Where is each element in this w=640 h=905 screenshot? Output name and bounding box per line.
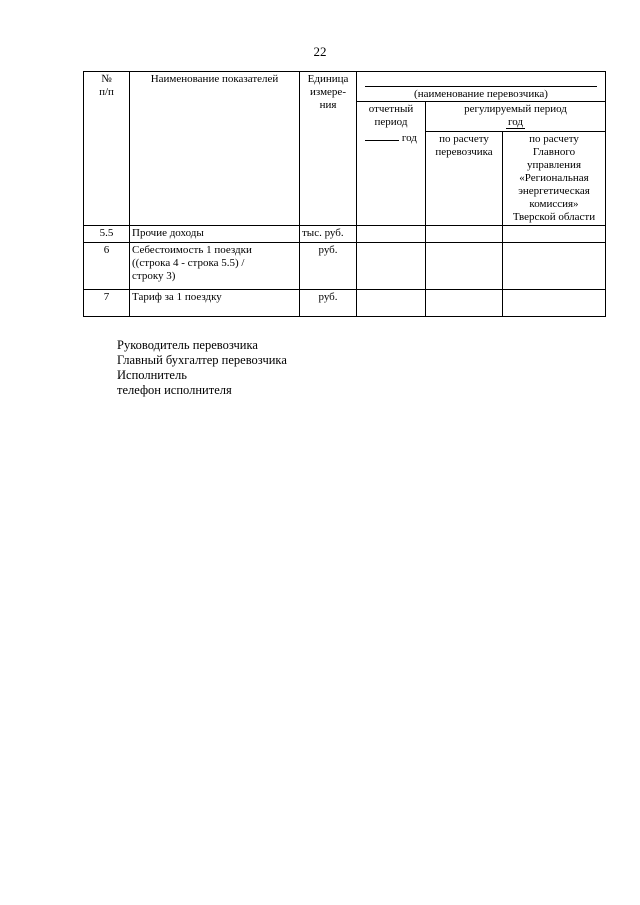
header-indicator-name: Наименование показателей [130, 72, 300, 226]
row-num: 7 [84, 290, 130, 317]
row-rek-value [503, 226, 606, 243]
carrier-name-caption: (наименование перевозчика) [365, 86, 597, 101]
header-by-carrier: по расчету перевозчика [426, 132, 503, 226]
signature-manager: Руководитель перевозчика [117, 338, 258, 352]
row-unit: руб. [300, 243, 357, 290]
row-carrier-value [426, 243, 503, 290]
row-num: 5.5 [84, 226, 130, 243]
signature-executor: Исполнитель [117, 368, 187, 382]
signature-block [117, 338, 287, 398]
row-name: Тариф за 1 поездку [130, 290, 300, 317]
table-row [84, 290, 606, 317]
reporting-year-suffix: год [401, 132, 417, 144]
table-row [84, 243, 606, 290]
table-row [84, 226, 606, 243]
row-unit: тыс. руб. [300, 226, 357, 243]
row-name: Себестоимость 1 поездки ((строка 4 - строка 5.5) / строку 3) [130, 243, 300, 290]
reporting-period-label: отчетный период [368, 103, 414, 128]
row-name: Прочие доходы [130, 226, 300, 243]
row-rek-value [503, 290, 606, 317]
header-by-rek: по расчету Главного управления «Региональная энергетическая комиссия» Тверской области [503, 132, 606, 226]
row-reporting-value [357, 290, 426, 317]
row-carrier-value [426, 290, 503, 317]
header-row-1 [84, 72, 606, 102]
header-carrier [357, 72, 606, 102]
header-reporting-period [357, 102, 426, 226]
header-num: № п/п [84, 72, 130, 226]
header-unit: Единица измере- ния [300, 72, 357, 226]
signature-executor-phone: телефон исполнителя [117, 383, 232, 397]
header-regulated-period [426, 102, 606, 132]
row-carrier-value [426, 226, 503, 243]
row-rek-value [503, 243, 606, 290]
signature-chief-accountant: Главный бухгалтер перевозчика [117, 353, 287, 367]
indicators-table [83, 71, 606, 317]
page-number: 22 [313, 44, 327, 59]
row-reporting-value [357, 226, 426, 243]
row-reporting-value [357, 243, 426, 290]
row-unit: руб. [300, 290, 357, 317]
regulated-year: год [507, 116, 524, 128]
reporting-year-blank [365, 130, 399, 141]
regulated-period-label: регулируемый период [464, 103, 567, 115]
row-num: 6 [84, 243, 130, 290]
